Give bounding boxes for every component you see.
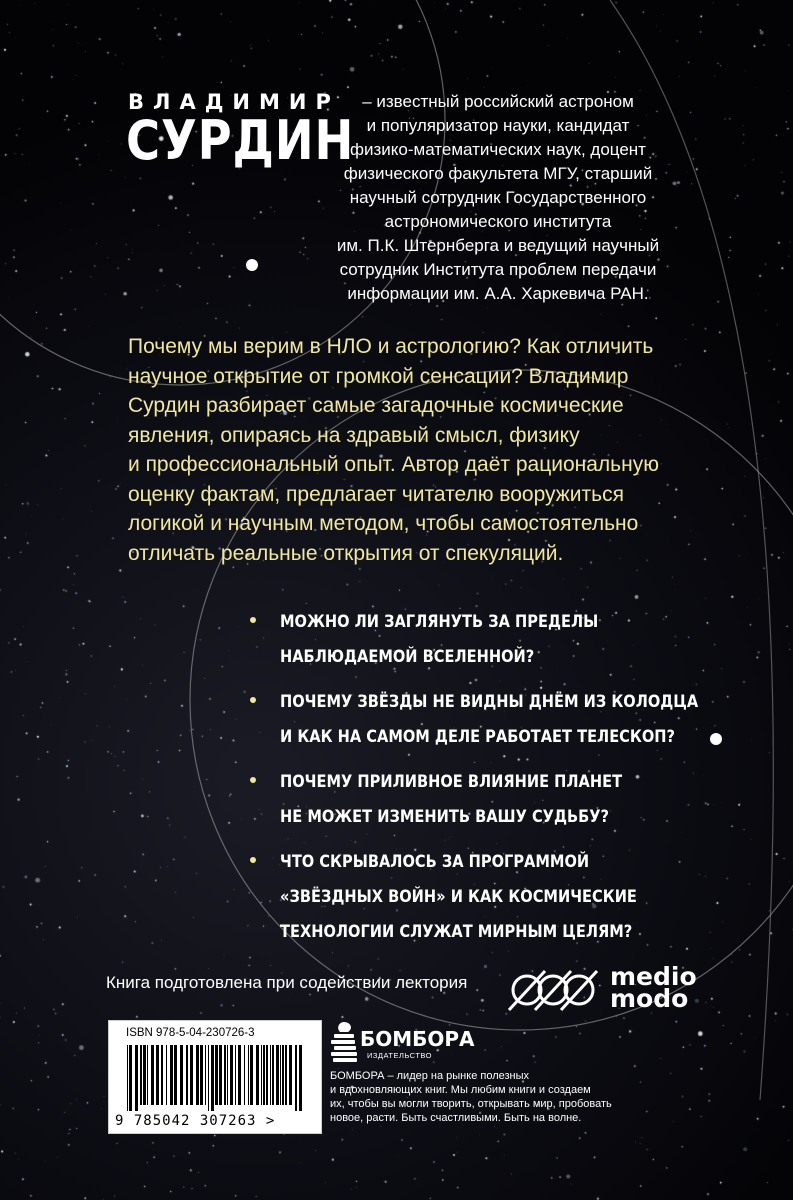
barcode-bar [235, 1045, 236, 1105]
publisher-subtitle: ИЗДАТЕЛЬСТВО [367, 1051, 433, 1060]
barcode-bar [276, 1045, 279, 1105]
barcode-bar [282, 1045, 284, 1105]
barcode-bar [166, 1045, 167, 1105]
barcode-bar [295, 1045, 297, 1111]
barcode-bar [135, 1045, 138, 1111]
barcode-bar [215, 1045, 218, 1105]
barcode-bar [127, 1045, 128, 1111]
bullet-icon [250, 617, 256, 623]
planet-dot-left [246, 259, 258, 271]
barcode-bar [211, 1045, 214, 1111]
barcode-bar [208, 1045, 209, 1111]
barcode-bar [238, 1045, 241, 1105]
blurb-line: Почему мы верим в НЛО и астрологию? Как отличить [128, 335, 654, 358]
barcode-bar [200, 1045, 203, 1105]
medio-modo-logo [610, 962, 697, 1013]
barcode-bar [190, 1045, 193, 1105]
barcode-bar [256, 1045, 259, 1105]
barcode-bar [174, 1045, 177, 1105]
question-line: ЧТО СКРЫВАЛОСЬ ЗА ПРОГРАММОЙ [280, 852, 590, 872]
bullet-icon [250, 857, 256, 863]
barcode-bar [270, 1045, 271, 1105]
barcode-digits: 9 785042 307263 > [115, 1113, 276, 1129]
bio-line: физико-математических наук, доцент [350, 140, 646, 159]
desc-line: БОМБОРА – лидер на рынке полезных [330, 1070, 530, 1082]
barcode-bar [263, 1045, 265, 1105]
isbn-barcode [108, 1020, 322, 1134]
bio-line: астрономического института [384, 212, 612, 231]
barcode-bar [272, 1045, 274, 1105]
barcode-bar [244, 1045, 245, 1105]
bio-line: им. П.К. Штернберга и ведущий научный [336, 236, 660, 255]
bio-line: физического факультета МГУ, старший [343, 164, 653, 183]
barcode-bar [299, 1045, 302, 1111]
barcode-bar [250, 1045, 253, 1105]
bio-line: и популяризатор науки, кандидат [366, 116, 630, 135]
desc-line: новое, расти. Быть счастливыми. Быть на волне. [330, 1112, 582, 1124]
barcode-bar [156, 1045, 159, 1105]
barcode-bar [280, 1045, 281, 1105]
question-line: НЕ МОЖЕТ ИЗМЕНИТЬ ВАШУ СУДЬБУ? [280, 807, 610, 827]
question-list [250, 605, 699, 960]
question-line: ПОЧЕМУ ЗВЁЗДЫ НЕ ВИДНЫ ДНЁМ ИЗ КОЛОДЦА [280, 692, 699, 712]
question-item [250, 765, 670, 835]
question-item [250, 845, 670, 950]
barcode-bar [219, 1045, 222, 1105]
barcode-bar [170, 1045, 173, 1105]
bio-line: сотрудник Института проблем передачи [339, 260, 657, 279]
logo-word: modo [610, 984, 689, 1013]
barcode-bar [161, 1045, 163, 1105]
question-line: МОЖНО ЛИ ЗАГЛЯНУТЬ ЗА ПРЕДЕЛЫ [280, 612, 599, 632]
logo-word: medio [610, 962, 697, 991]
blurb-line: и профессиональный опыт. Автор даёт рациональную [128, 453, 659, 476]
desc-line: и вдохновляющих книг. Мы любим книги и создаем [330, 1084, 591, 1096]
blurb-line: явления, опираясь на здравый смысл, физику [128, 423, 580, 447]
question-line: И КАК НА САМОМ ДЕЛЕ РАБОТАЕТ ТЕЛЕСКОП? [280, 727, 676, 747]
barcode-bar [248, 1045, 249, 1105]
blurb-line: отличать реальные открытия от спекуляций. [128, 541, 564, 565]
medio-modo-infinity-icon [505, 965, 603, 1015]
question-item [250, 685, 699, 755]
bullet-icon [250, 777, 256, 783]
publisher-name: БОМБОРА [360, 1027, 475, 1051]
barcode-bar [205, 1045, 206, 1105]
barcode-bar [186, 1045, 188, 1105]
blurb-line: оценку фактам, предлагает читателю вооружиться [128, 482, 624, 506]
bullet-icon [250, 697, 256, 703]
barcode-bar [227, 1045, 228, 1105]
publisher-description [330, 1069, 660, 1125]
bio-line: научный сотрудник Государственного [349, 188, 647, 207]
barcode-bar [289, 1045, 292, 1105]
lectorium-credit: Книга подготовлена при содействии лектория [106, 973, 468, 992]
barcode-bar [196, 1045, 199, 1105]
question-line: ТЕХНОЛОГИИ СЛУЖАТ МИРНЫМ ЦЕЛЯМ? [280, 922, 633, 942]
isbn-number: ISBN 978-5-04-230726-3 [126, 1027, 255, 1039]
bio-line: – известный российский астроном [362, 92, 634, 111]
bombora-logo-icon [330, 1020, 360, 1066]
question-item [250, 605, 670, 675]
barcode-bar [180, 1045, 183, 1105]
blurb-line: логикой и научным методом, чтобы самостоятельно [128, 512, 639, 535]
barcode-bar [147, 1045, 148, 1105]
author-last-name: СУРДИН [126, 109, 355, 172]
barcode-bar [129, 1045, 132, 1111]
bio-line: информации им. А.А. Харкевича РАН. [347, 284, 649, 303]
blurb-line: Сурдин разбирает самые загадочные космические [128, 394, 624, 417]
barcode-bar [143, 1045, 146, 1105]
blurb-line: научное открытие от громкой сенсации? Владимир [128, 364, 629, 388]
author-bio [318, 90, 678, 306]
book-blurb [128, 332, 688, 568]
barcode-bar [140, 1045, 142, 1105]
question-line: «ЗВЁЗДНЫХ ВОЙН» И КАК КОСМИЧЕСКИЕ [280, 887, 637, 907]
barcode-bar [224, 1045, 226, 1105]
question-line: ПОЧЕМУ ПРИЛИВНОЕ ВЛИЯНИЕ ПЛАНЕТ [280, 772, 623, 792]
planet-dot-right [710, 733, 722, 745]
barcode-bar [266, 1045, 268, 1105]
question-line: НАБЛЮДАЕМОЙ ВСЕЛЕННОЙ? [280, 647, 535, 667]
barcode-bar [230, 1045, 233, 1105]
desc-line: их, чтобы вы могли творить, открывать мир, пробовать [330, 1098, 612, 1110]
barcode-bar [151, 1045, 154, 1105]
barcode-bar [285, 1045, 287, 1105]
barcode-bar [261, 1045, 262, 1105]
author-first-name: ВЛАДИМИР [128, 90, 340, 114]
barcode-bars [117, 1045, 313, 1111]
